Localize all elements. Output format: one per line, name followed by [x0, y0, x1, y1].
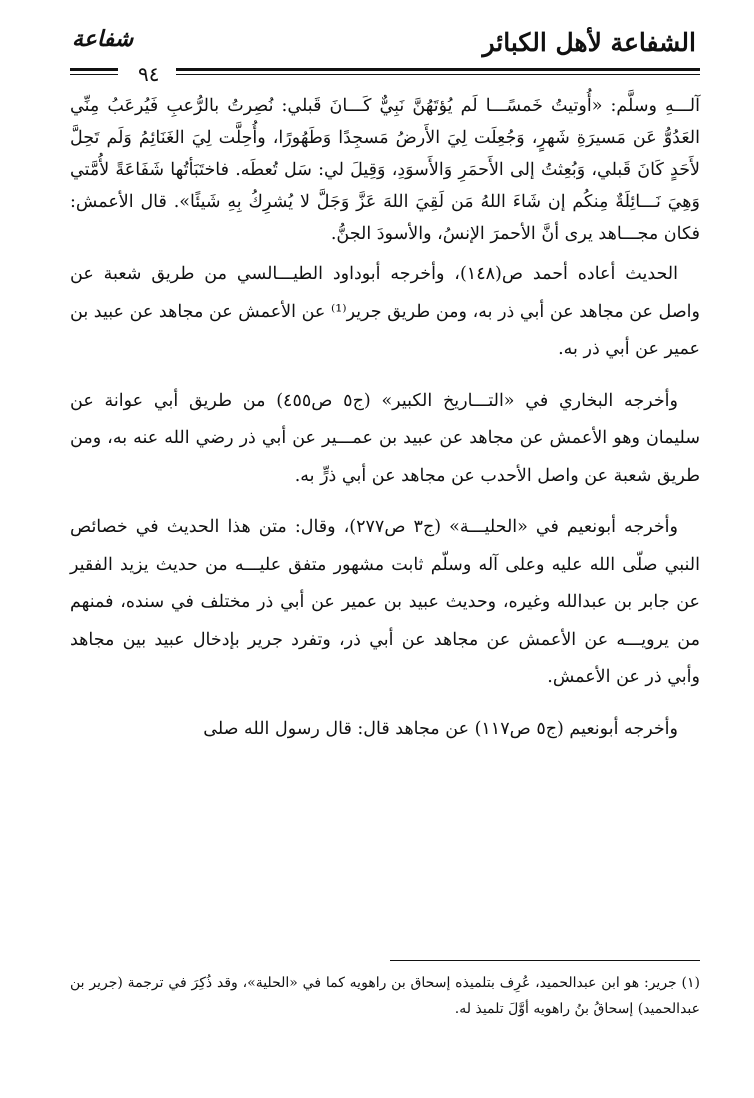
series-mark: شفاعة — [72, 26, 134, 52]
page-number: ٩٤ — [138, 62, 160, 86]
paragraph-hadith-text: آلـــهِ وسلَّم: «أُوتيتُ خَمسًـــا لَم يُؤتَهُنَّ نَبِيٌّ كَـــانَ قَبلي: نُصِرتُ بالرُّعبِ فَيُرعَبُ مِنِّي العَدُوُّ عَن مَسيرَةِ شَهرٍ، وَجُعِلَت لِيَ الأَرضُ مَسجِدًا وَطَهُورًا، وأُحِلَّت لِيَ الغَنَائِمُ وَلَم تَحِلَّ لأَحَدٍ كَانَ قَبلي، وَبُعِثتُ إلى الأَحمَرِ وَالأَسوَدِ، وَقِيلَ لي: سَل تُعطَه. فاختَبَأتُها شَفَاعَةً لأُمَّتي وَهِيَ نَـــائِلَةٌ مِنكُم إن شَاءَ اللهُ مَن لَقِيَ اللهَ عَزَّ وَجَلَّ لا يُشرِكُ بِهِ شَيئًا». قال الأعمش: فكان مجـــاهد يرى أنَّ الأحمرَ الإنسُ، والأسودَ الجنُّ. — [70, 96, 700, 244]
body-text — [70, 90, 700, 762]
footnote-1: (١) جرير: هو ابن عبدالحميد، عُرِف بتلميذه إسحاق بن راهويه كما في «الحلية»، وقد ذُكِرَ في ترجمة (جرير بن عبدالحميد) إسحاقُ بنُ راهويه أوَّلَ تلميذ له. — [70, 975, 700, 1017]
paragraph-takhrij-ahmad: الحديث أعاده أحمد ص(١٤٨)، وأخرجه أبوداود الطيـــالسي من طريق شعبة عن واصل عن مجاهد عن أبي ذر به، ومن طريق جرير⁽¹⁾ عن الأعمش عن مجاهد عن عبيد بن عمير عن أبي ذر به. — [70, 264, 700, 359]
paragraph-takhrij-bukhari: وأخرجه البخاري في «التـــاريخ الكبير» (ج٥ ص٤٥٥) من طريق أبي عوانة عن سليمان وهو الأعمش عن مجاهد عن عبيد بن عمـــير عن أبي ذر رضي الله عنه به، ومن طريق شعبة عن واصل الأحدب عن مجاهد عن أبي ذرٍّ به. — [70, 390, 700, 486]
footnotes — [70, 970, 700, 1022]
book-title: الشفاعة لأهل الكبائر — [482, 28, 696, 57]
paragraph-takhrij-abunuaim-hilya: وأخرجه أبونعيم في «الحليـــة» (ج٣ ص٢٧٧)، وقال: متن هذا الحديث في خصائص النبي صلّى الله عليه وعلى آله وسلّم ثابت مشهور متفق عليـــه من حديث يزيد الفقير عن جابر بن عبدالله وغيره، وحديث عبيد بن عمير عن أبي ذر مختلف في سنده، فمنهم من يرويـــه عن الأعمش عن مجاهد عن أبي ذر، وتفرد جرير بإدخال عبيد بين مجاهد وأبي ذر عن الأعمش. — [70, 517, 700, 687]
footnote-separator — [390, 960, 700, 961]
page-header — [70, 22, 700, 84]
paragraph-takhrij-abunuaim-2: وأخرجه أبونعيم (ج٥ ص١١٧) عن مجاهد قال: قال رسول الله صلى — [203, 718, 678, 739]
